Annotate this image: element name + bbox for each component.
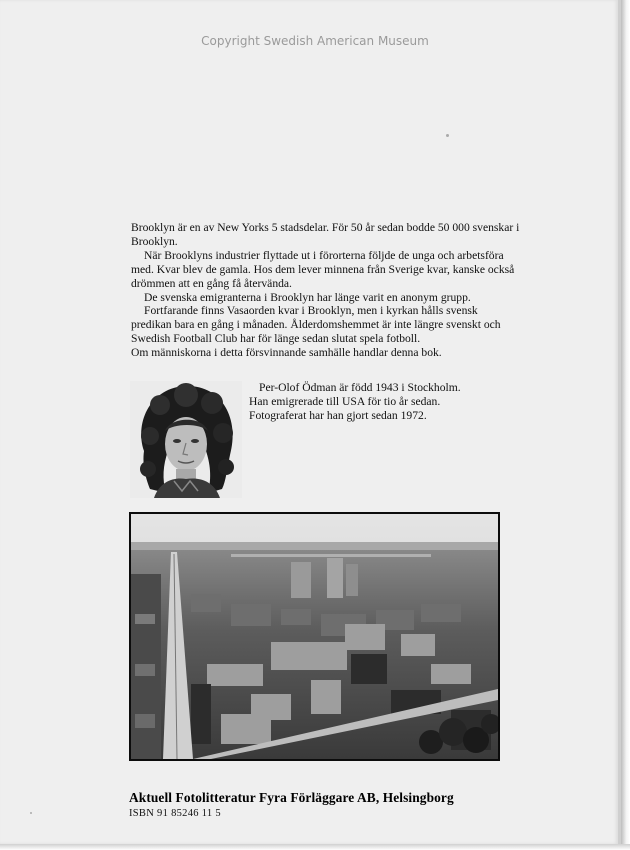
intro-paragraph-2: När Brooklyns industrier flyttade ut i förorterna följde de unga och arbetsföra med. Kvar blev de gamla. Hos dem lever minnena från Sverige kvar, kanske också drömmen att en gång få återvända. [131, 248, 515, 290]
paper-speck [446, 134, 449, 137]
publisher-line: Aktuell Fotolitteratur Fyra Förläggare AB, Helsingborg [129, 790, 454, 805]
intro-paragraph-3: De svenska emigranterna i Brooklyn har länge varit en anonym grupp. [144, 290, 471, 304]
intro-paragraph-4: Fortfarande finns Vasaorden kvar i Brooklyn, men i kyrkan hålls svensk predikan bara en gång i månaden. Ålderdomshemmet är inte längre svenskt och Swedish Football Club har för länge sedan slutat spela fotboll. [131, 304, 501, 346]
author-portrait-image [130, 381, 242, 498]
bio-line-2: Han emigrerade till USA för tio år sedan. [249, 394, 441, 408]
copyright-watermark: Copyright Swedish American Museum [201, 34, 429, 48]
isbn-number: ISBN 91 85246 11 5 [129, 808, 221, 819]
intro-paragraph-5: Om människorna i detta försvinnande samhälle handlar denna bok. [131, 346, 442, 360]
cover-bottom-edge [0, 844, 630, 850]
cover-right-edge [621, 0, 630, 850]
bio-line-3: Fotograferat har han gjort sedan 1972. [249, 408, 427, 422]
author-bio [249, 381, 549, 423]
bio-line-1: Per-Olof Ödman är född 1943 i Stockholm. [259, 381, 461, 394]
paper-speck [30, 812, 32, 814]
intro-paragraph-1: Brooklyn är en av New Yorks 5 stadsdelar. För 50 år sedan bodde 50 000 svenskar i Brooklyn. [131, 221, 520, 248]
author-portrait [130, 381, 242, 498]
intro-text [131, 221, 521, 360]
brooklyn-aerial-photo [129, 512, 500, 761]
aerial-cityscape-image [131, 514, 498, 759]
